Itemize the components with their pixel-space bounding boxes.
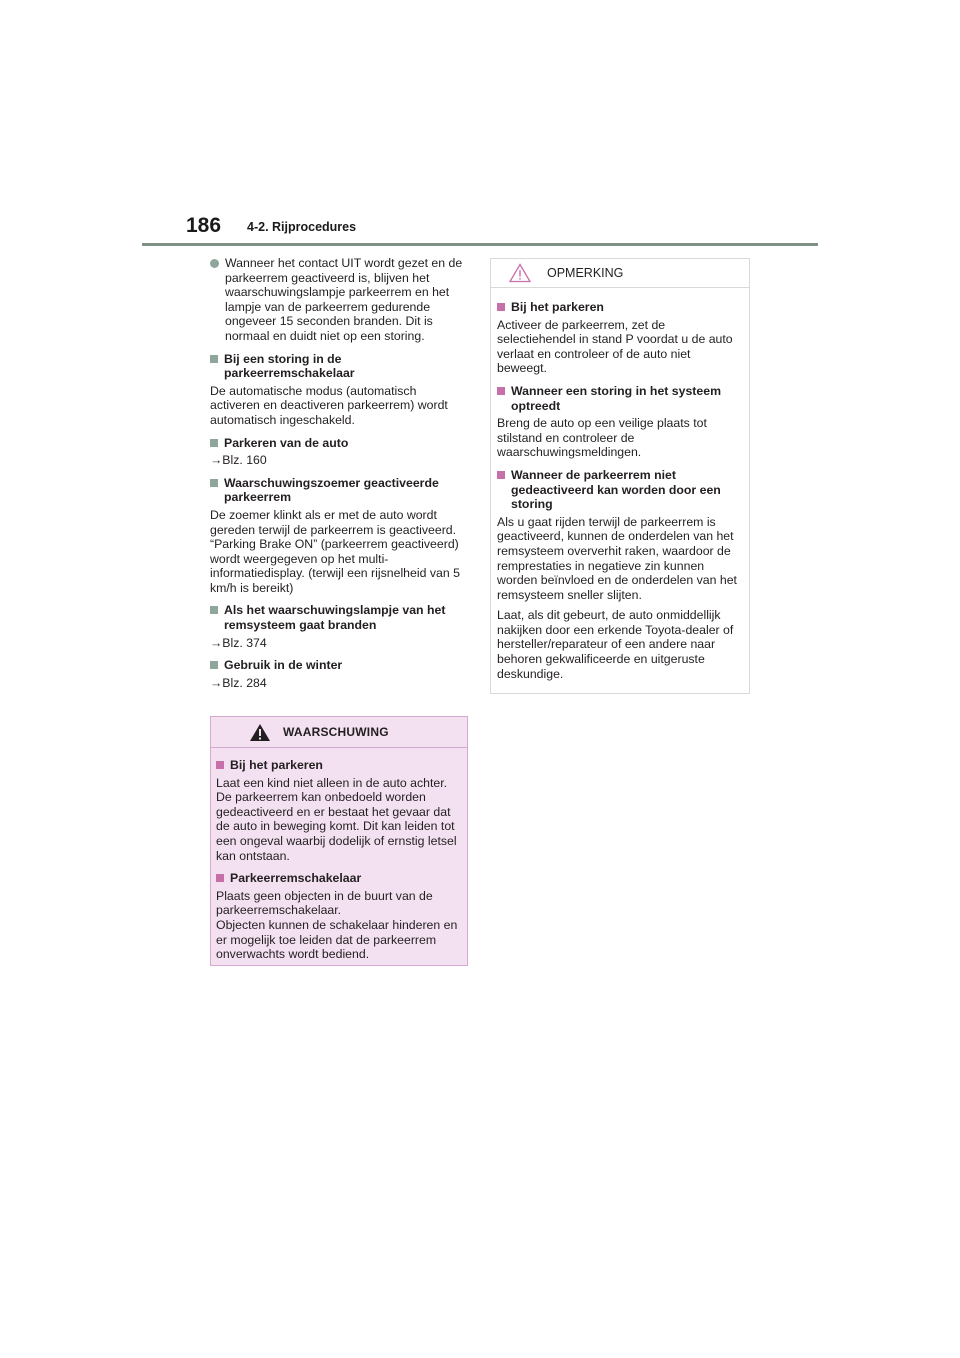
warning-heading: Bij het parkeren bbox=[216, 758, 462, 773]
section-heading: Als het waarschuwingslampje van het remsysteem gaat branden bbox=[210, 603, 468, 632]
square-bullet-icon bbox=[210, 606, 218, 614]
right-column bbox=[490, 258, 750, 694]
section-heading: Gebruik in de winter bbox=[210, 658, 468, 673]
warning-text: Objecten kunnen de schakelaar hinderen en er mogelijk toe leiden dat de parkeerrem onverwachts wordt bediend. bbox=[216, 917, 458, 962]
warning-header bbox=[211, 717, 467, 748]
notice-body bbox=[491, 288, 749, 693]
square-bullet-icon bbox=[216, 761, 224, 769]
notice-text: Als u gaat rijden terwijl de parkeerrem is geactiveerd, kunnen de onderdelen van het remsysteem oververhit raken, waardoor de remprestaties in negatieve zin kunnen worden beïnvloed en de onderdelen van het remsysteem sneller slijten. bbox=[497, 514, 737, 602]
notice-title: OPMERKING bbox=[547, 265, 624, 280]
warning-title: WAARSCHUWING bbox=[283, 724, 389, 739]
square-bullet-icon bbox=[210, 661, 218, 669]
notice-box bbox=[490, 258, 750, 694]
notice-heading: Bij het parkeren bbox=[497, 300, 743, 315]
section-title: 4-2. Rijprocedures bbox=[247, 220, 357, 234]
section-heading: Waarschuwingszoemer geactiveerde parkeerrem bbox=[210, 476, 468, 505]
page-reference-link[interactable]: →Blz. 160 bbox=[210, 453, 267, 468]
page-number: 186 bbox=[186, 214, 222, 237]
notice-text: Laat, als dit gebeurt, de auto onmiddellijk nakijken door een erkende Toyota-dealer of hersteller/reparateur of een andere naar behoren gekwalificeerde en uitgeruste deskundige. bbox=[497, 608, 734, 681]
section-text: De automatische modus (automatisch activeren en deactiveren parkeerrem) wordt automatisch ingeschakeld. bbox=[210, 383, 448, 427]
square-bullet-icon bbox=[497, 387, 505, 395]
notice-header bbox=[491, 259, 749, 288]
intro-bullet bbox=[210, 256, 468, 344]
warning-heading: Parkeerremschakelaar bbox=[216, 871, 462, 886]
notice-text: Activeer de parkeerrem, zet de selectiehendel in stand P voordat u de auto verlaat en controleer of de auto niet beweegt. bbox=[497, 317, 733, 376]
page-reference-link[interactable]: →Blz. 284 bbox=[210, 675, 267, 690]
square-bullet-icon bbox=[497, 303, 505, 311]
warning-text: Laat een kind niet alleen in de auto achter. De parkeerrem kan onbedoeld worden gedeactiveerd en er bestaat het gevaar dat de auto in beweging komt. Dit kan leiden tot een ongeval waarbij dodelijk of ernstig letsel kan ontstaan. bbox=[216, 775, 457, 863]
square-bullet-icon bbox=[210, 479, 218, 487]
section-heading: Bij een storing in de parkeerremschakelaar bbox=[210, 352, 468, 381]
header-rule bbox=[142, 243, 818, 246]
square-bullet-icon bbox=[210, 439, 218, 447]
square-bullet-icon bbox=[216, 874, 224, 882]
square-bullet-icon bbox=[497, 471, 505, 479]
intro-text: Wanneer het contact UIT wordt gezet en de parkeerrem geactiveerd is, blijven het waarschuwingslampje parkeerrem en het lampje van de parkeerrem gedurende ongeveer 15 seconden branden. Dit is normaal en duidt niet op een storing. bbox=[225, 256, 463, 343]
round-bullet-icon bbox=[210, 259, 219, 268]
warning-box bbox=[210, 716, 468, 966]
left-column bbox=[210, 256, 468, 694]
warning-body bbox=[211, 748, 467, 972]
page-reference-link[interactable]: →Blz. 374 bbox=[210, 635, 267, 650]
square-bullet-icon bbox=[210, 355, 218, 363]
notice-heading: Wanneer de parkeerrem niet gedeactiveerd kan worden door een storing bbox=[497, 468, 743, 512]
section-text: De zoemer klinkt als er met de auto wordt gereden terwijl de parkeerrem is geactiveerd. “Parking Brake ON” (parkeerrem geactiveerd) wordt weergegeven op het multi-informatiedisplay. (terwijl een rijsnelheid van 5 km/h is bereikt) bbox=[210, 507, 460, 595]
warning-triangle-icon bbox=[249, 723, 271, 742]
notice-heading: Wanneer een storing in het systeem optreedt bbox=[497, 384, 743, 413]
notice-text: Breng de auto op een veilige plaats tot stilstand en controleer de waarschuwingsmeldingen. bbox=[497, 416, 707, 460]
section-heading: Parkeren van de auto bbox=[210, 436, 468, 451]
warning-text: Plaats geen objecten in de buurt van de parkeerremschakelaar. bbox=[216, 888, 433, 918]
caution-triangle-icon bbox=[509, 263, 531, 283]
